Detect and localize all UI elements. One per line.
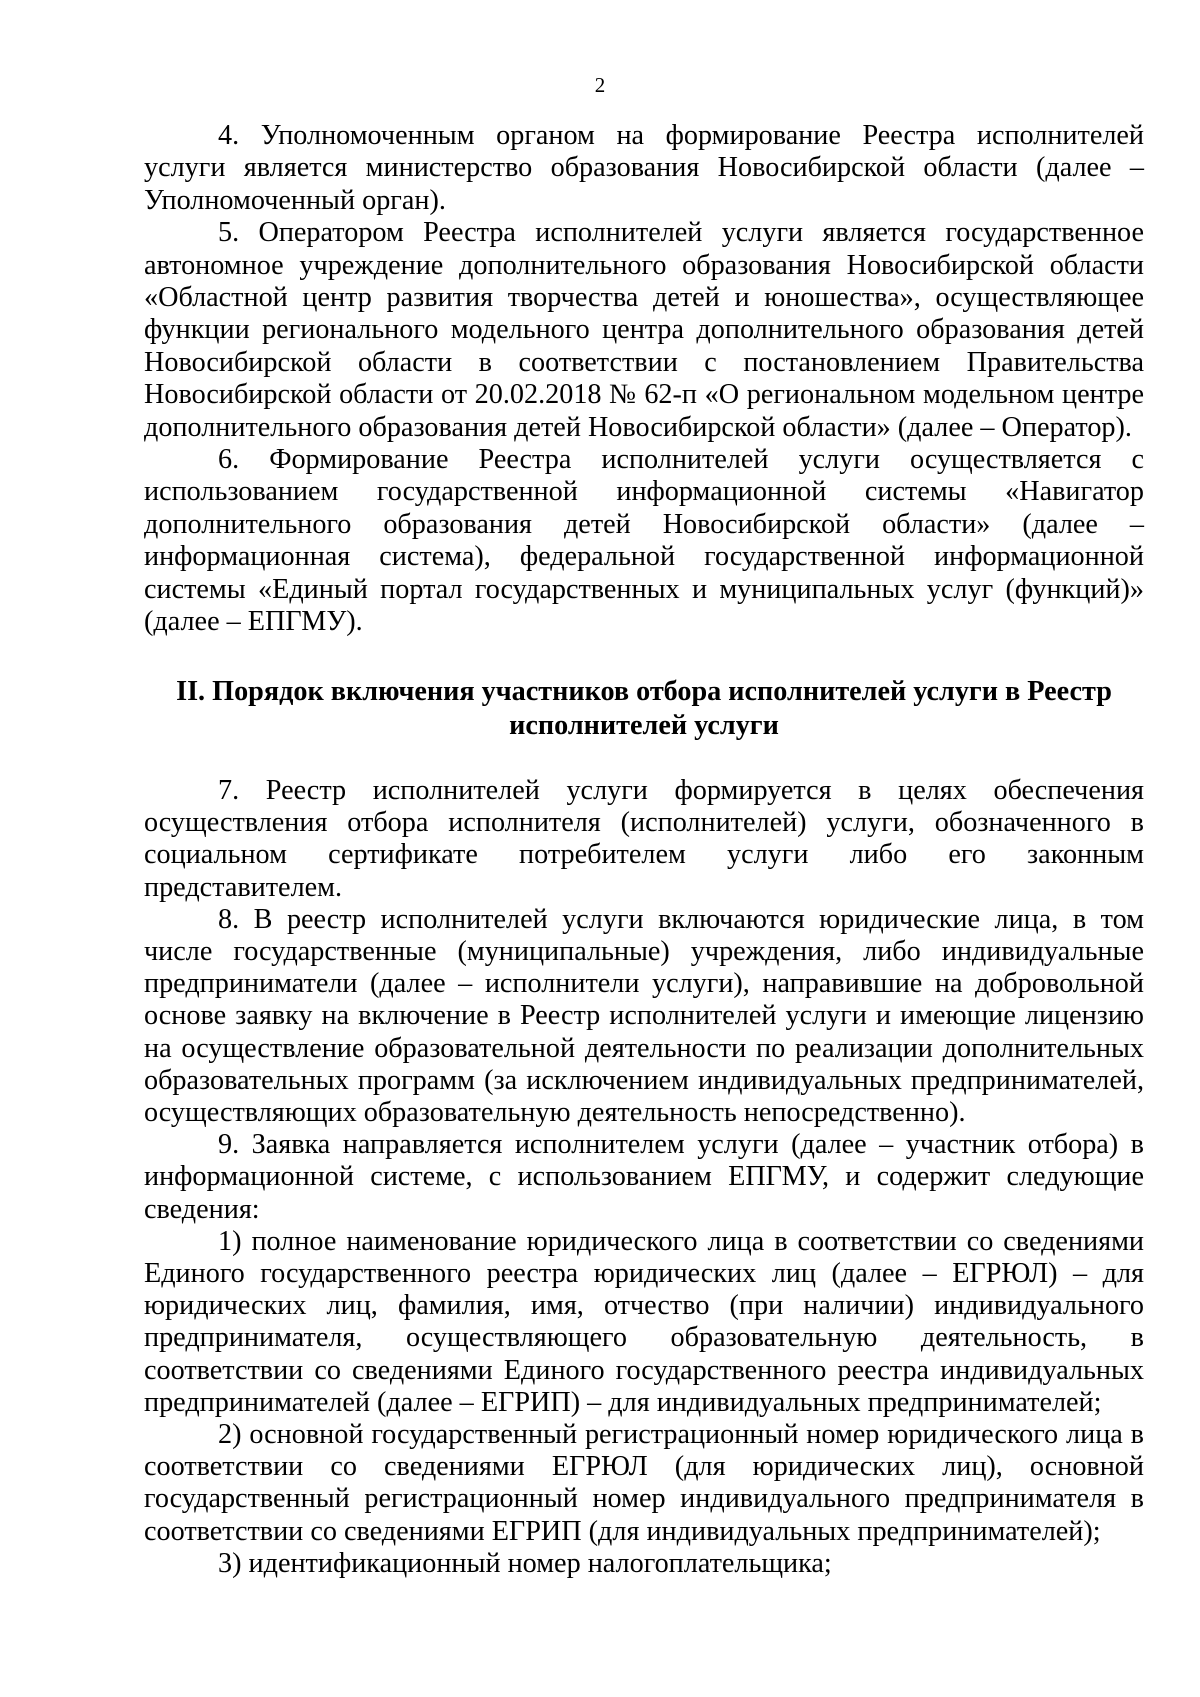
paragraph-5: 5. Оператором Реестра исполнителей услуги является государственное автономное учреждение дополнительного образования Новосибирской области «Областной центр развития творчества детей и юношества», осуществляющее функции регионального модельного центра дополнительного образования детей Новосибирской области в соответствии с постановлением Правительства Новосибирской области от 20.02.2018 № 62-п «О региональном модельном центре дополнительного образования детей Новосибирской области» (далее – Оператор). [144, 217, 1144, 443]
paragraphs-before-heading [144, 120, 1144, 639]
paragraph-7: 7. Реестр исполнителей услуги формируется в целях обеспечения осуществления отбора исполнителя (исполнителей) услуги, обозначенного в социальном сертификате потребителем услуги либо его законным представителем. [144, 775, 1144, 903]
page-number: 2 [594, 73, 606, 97]
paragraphs-after-heading [144, 775, 1144, 1580]
paragraph-4: 4. Уполномоченным органом на формирование Реестра исполнителей услуги является министерство образования Новосибирской области (далее – Уполномоченный орган). [144, 120, 1144, 216]
section-heading: II. Порядок включения участников отбора исполнителей услуги в Реестр исполнителей услуги [176, 676, 1112, 741]
list-item-1: 1) полное наименование юридического лица в соответствии со сведениями Единого государственного реестра юридических лиц (далее – ЕГРЮЛ) – для юридических лиц, фамилия, имя, отчество (при наличии) индивидуального предпринимателя, осуществляющего образовательную деятельность, в соответствии со сведениями Единого государственного реестра индивидуальных предпринимателей (далее – ЕГРИП) – для индивидуальных предпринимателей; [144, 1225, 1144, 1418]
paragraph-8: 8. В реестр исполнителей услуги включаются юридические лица, в том числе государственные (муниципальные) учреждения, либо индивидуальные предприниматели (далее – исполнители услуги), направившие на добровольной основе заявку на включение в Реестр исполнителей услуги и имеющие лицензию на осуществление образовательной деятельности по реализации дополнительных образовательных программ (за исключением индивидуальных предпринимателей, осуществляющих образовательную деятельность непосредственно). [144, 903, 1144, 1129]
list-item-3: 3) идентификационный номер налогоплательщика; [218, 1547, 832, 1579]
paragraph-9: 9. Заявка направляется исполнителем услуги (далее – участник отбора) в информационной системе, с использованием ЕПГМУ, и содержит следующие сведения: [144, 1129, 1144, 1225]
list-item-2: 2) основной государственный регистрационный номер юридического лица в соответствии со сведениями ЕГРЮЛ (для юридических лиц), основной государственный регистрационный номер индивидуального предпринимателя в соответствии со сведениями ЕГРИП (для индивидуальных предпринимателей); [144, 1419, 1144, 1547]
paragraph-6: 6. Формирование Реестра исполнителей услуги осуществляется с использованием государственной информационной системы «Навигатор дополнительного образования детей Новосибирской области» (далее – информационная система), федеральной государственной информационной системы «Единый портал государственных и муниципальных услуг (функций)» (далее – ЕПГМУ). [144, 444, 1144, 638]
